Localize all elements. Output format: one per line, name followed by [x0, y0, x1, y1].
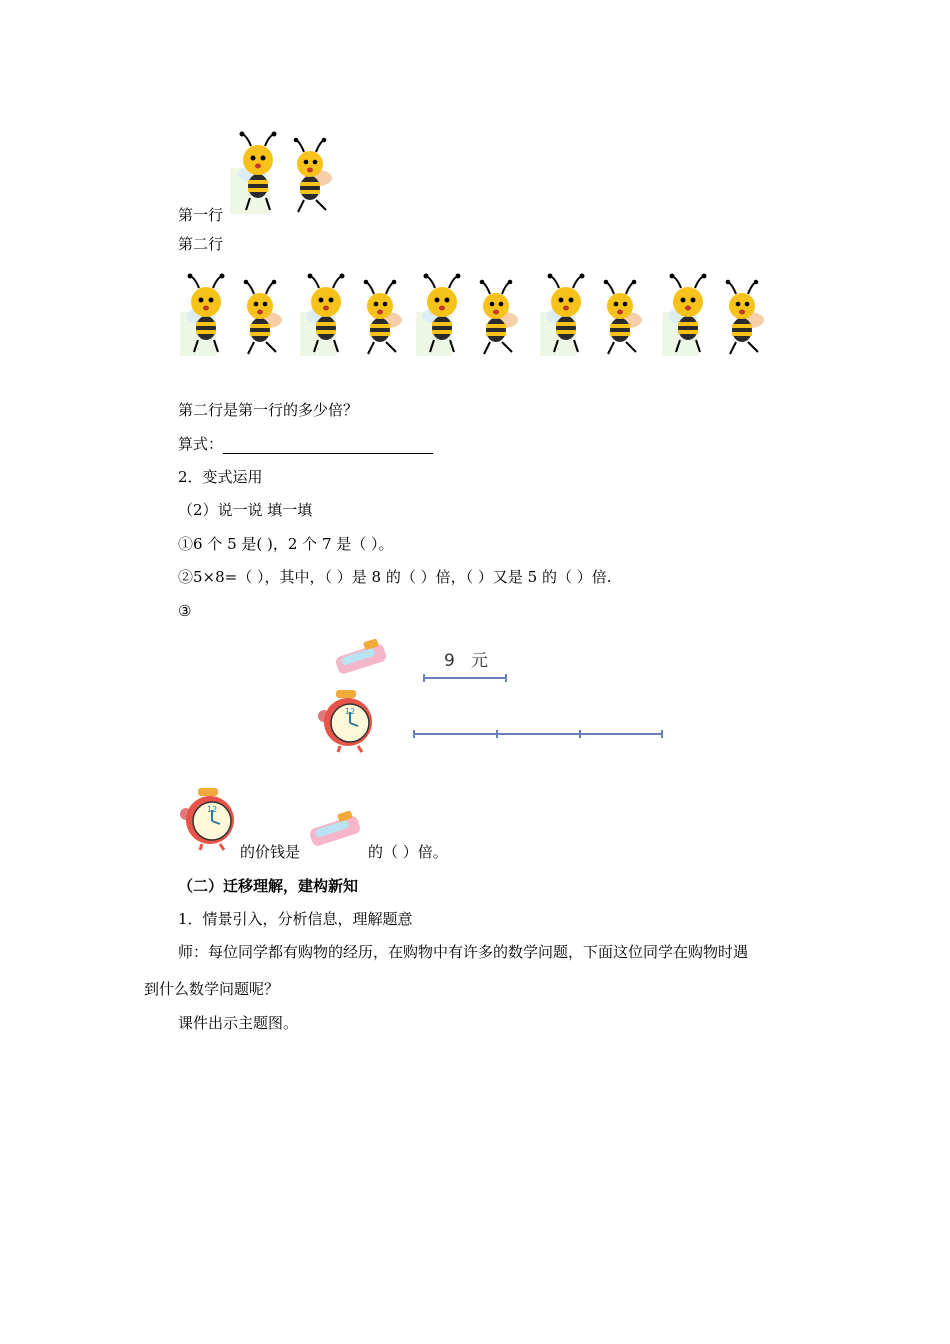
teacher-line-1: 师：每位同学都有购物的经历，在购物中有许多的数学问题，下面这位同学在购物时遇	[178, 943, 749, 961]
item-1: ①6 个 5 是( )，2 个 7 是（ ）。	[178, 535, 394, 553]
item-3-marker: ③	[178, 602, 192, 620]
compare-text-2: 的（ ）倍。	[368, 843, 448, 861]
pencil-box-icon	[306, 804, 366, 852]
pencil-box-icon	[332, 630, 392, 680]
row2-bees	[178, 268, 778, 360]
segment-tick	[661, 730, 663, 738]
section-heading: （二）迁移理解，建构新知	[178, 877, 359, 895]
alarm-clock-icon	[312, 686, 392, 762]
compare-text-1: 的价钱是	[240, 843, 301, 861]
segment-tick	[413, 730, 415, 738]
segment-tick	[496, 730, 498, 738]
bee-icon	[300, 274, 402, 357]
row2-label: 第二行	[178, 235, 224, 253]
formula-blank[interactable]	[223, 437, 433, 454]
formula-line	[178, 434, 433, 454]
price-label: 9 元	[444, 651, 489, 671]
clock-segment	[414, 733, 662, 735]
bee-icon	[540, 274, 642, 357]
pencil-box-segment	[424, 677, 506, 679]
teacher-line-2: 到什么数学问题呢？	[144, 980, 280, 998]
section2-title: 2．变式运用	[178, 468, 263, 486]
row1-bee-pair	[230, 128, 342, 214]
segment-tick	[505, 674, 507, 682]
sub-title: （2）说一说 填一填	[178, 501, 313, 519]
segment-tick	[423, 674, 425, 682]
bee-icon	[662, 274, 764, 357]
alarm-clock-icon	[176, 786, 246, 856]
item-2: ②5×8=（ ），其中，（ ）是 8 的（ ）倍，（ ）又是 5 的（ ）倍.	[178, 568, 612, 586]
bee-icon	[180, 274, 282, 357]
courseware-note: 课件出示主题图。	[178, 1014, 299, 1032]
bee-icon	[230, 128, 342, 214]
question-multiple: 第二行是第一行的多少倍？	[178, 401, 359, 419]
step-1: 1．情景引入，分析信息，理解题意	[178, 910, 413, 928]
formula-label: 算式：	[178, 435, 224, 453]
row1-label: 第一行	[178, 206, 224, 224]
bee-icon	[416, 274, 518, 357]
segment-tick	[579, 730, 581, 738]
